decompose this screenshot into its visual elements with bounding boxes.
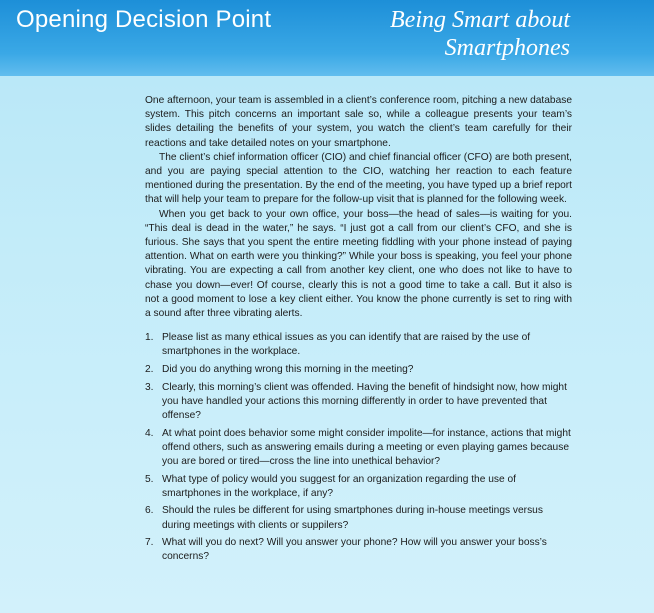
question-item <box>145 363 572 377</box>
question-text: At what point does behavior some might consider impolite—for instance, actions that might offend others, such as answering emails during a meeting or even playing games because you are bored or tired—cross the line into unethical behavior? <box>162 427 571 468</box>
question-number: 1. <box>145 332 154 344</box>
question-number: 4. <box>145 427 154 439</box>
question-number: 2. <box>145 364 154 376</box>
section-title: Opening Decision Point <box>16 6 272 33</box>
question-item <box>145 381 572 424</box>
paragraph: When you get back to your own office, your boss—the head of sales—is waiting for you. “This deal is dead in the water,” he says. “I just got a call from our client’s CFO, and she is furious. She says that you spent the entire meeting fiddling with your phone instead of paying attention. What on earth were you thinking?” While your boss is speaking, you feel your phone vibrating. You are expecting a call from another key client, one who does not like to have to chase you down—ever! Of course, clearly this is not a good time to take a call. But it also is not a good moment to lose a key client either. You know the phone currently is set to ring with a sound after three vibrating alerts. <box>145 208 572 320</box>
question-text: Please list as many ethical issues as you can identify that are raised by the use of smartphones in the workplace. <box>162 332 531 358</box>
question-number: 6. <box>145 505 154 517</box>
question-list <box>145 331 572 564</box>
question-item <box>145 504 572 532</box>
case-body <box>145 94 572 568</box>
case-title: Being Smart about Smartphones <box>390 7 570 61</box>
question-item <box>145 427 572 470</box>
question-text: What type of policy would you suggest for an organization regarding the use of smartphones in the workplace, if any? <box>162 473 516 499</box>
question-item <box>145 536 572 564</box>
question-text: Should the rules be different for using smartphones during in-house meetings versus during meetings with clients or suppilers? <box>162 505 543 531</box>
question-text: Did you do anything wrong this morning in the meeting? <box>162 364 414 376</box>
header-banner <box>0 0 654 76</box>
paragraph: The client’s chief information officer (CIO) and chief financial officer (CFO) are both present, and you are paying special attention to the CIO, watching her reaction to each feature mentioned during the presentation. By the end of the meeting, you have typed up a brief report that will help your team to prepare for the follow-up visit that is planned for the following week. <box>145 151 572 206</box>
question-text: Clearly, this morning’s client was offended. Having the benefit of hindsight now, how might you have handled your actions this morning differently in order to have prevented that offense? <box>162 381 567 422</box>
paragraph: One afternoon, your team is assembled in a client’s conference room, pitching a new database system. This pitch concerns an important sale so, while a colleague presents your team’s slides detailing the benefits of your system, you watch the client’s team carefully for their reactions and take detailed notes on your smartphone. <box>145 95 572 149</box>
question-number: 7. <box>145 537 154 549</box>
question-item <box>145 473 572 501</box>
question-text: What will you do next? Will you answer your phone? How will you answer your boss’s concerns? <box>162 537 547 563</box>
question-item <box>145 331 572 359</box>
question-number: 5. <box>145 473 154 485</box>
question-number: 3. <box>145 381 154 393</box>
